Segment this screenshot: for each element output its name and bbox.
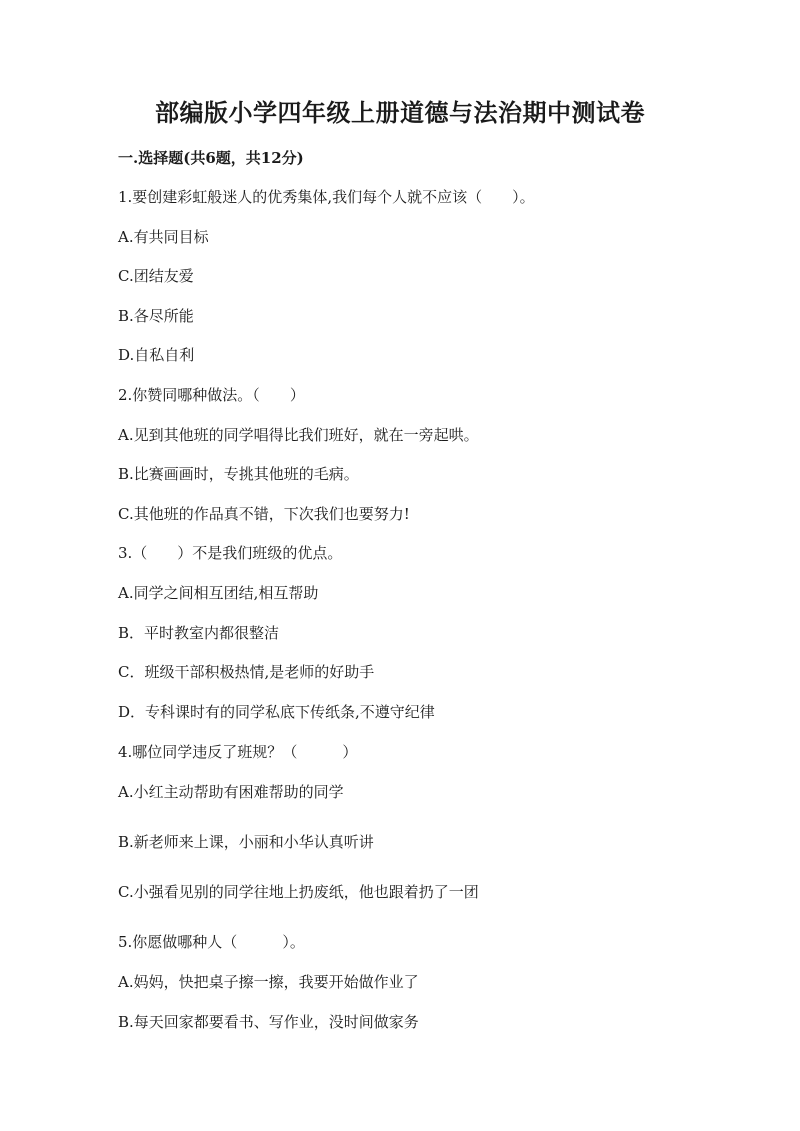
- option-1c: C.团结友爱: [118, 267, 194, 285]
- option-3b: B．平时教室内都很整洁: [118, 624, 280, 642]
- option-1b: B.各尽所能: [118, 307, 194, 325]
- option-3c: C．班级干部积极热情,是老师的好助手: [118, 663, 375, 681]
- option-1d: D.自私自利: [118, 346, 195, 364]
- option-5a: A.妈妈，快把桌子擦一擦，我要开始做作业了: [118, 973, 419, 991]
- option-5b: B.每天回家都要看书、写作业，没时间做家务: [118, 1013, 419, 1031]
- question-5: 5.你愿做哪种人（ ）。: [118, 933, 305, 951]
- option-2b: B.比赛画画时，专挑其他班的毛病。: [118, 465, 359, 483]
- page-title: 部编版小学四年级上册道德与法治期中测试卷: [155, 98, 645, 127]
- question-2: 2.你赞同哪种做法。（ ）: [118, 386, 305, 404]
- question-4: 4.哪位同学违反了班规？（ ）: [118, 743, 358, 761]
- option-2a: A.见到其他班的同学唱得比我们班好，就在一旁起哄。: [118, 426, 479, 444]
- option-4a: A.小红主动帮助有困难帮助的同学: [118, 783, 344, 801]
- question-1: 1.要创建彩虹般迷人的优秀集体,我们每个人就不应该（ ）。: [118, 188, 535, 206]
- option-2c: C.其他班的作品真不错，下次我们也要努力!: [118, 505, 410, 523]
- option-4b: B.新老师来上课，小丽和小华认真听讲: [118, 833, 374, 851]
- option-1a: A.有共同目标: [118, 228, 209, 246]
- option-4c: C.小强看见别的同学往地上扔废纸，他也跟着扔了一团: [118, 883, 479, 901]
- section-heading: 一.选择题(共6题，共12分): [118, 149, 304, 167]
- option-3d: D．专科课时有的同学私底下传纸条,不遵守纪律: [118, 703, 435, 721]
- option-3a: A.同学之间相互团结,相互帮助: [118, 584, 319, 602]
- question-3: 3.（ ）不是我们班级的优点。: [118, 544, 343, 562]
